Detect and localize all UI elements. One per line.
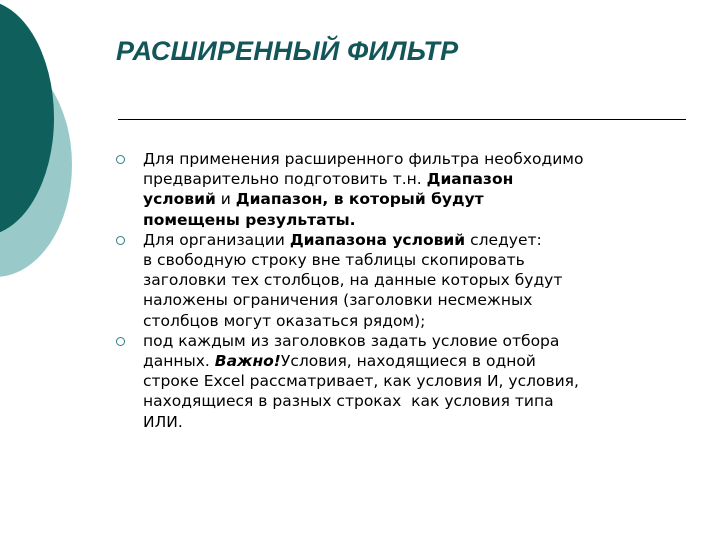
bullet-text xyxy=(143,149,686,230)
text-line xyxy=(143,230,686,250)
text-run: Для организации xyxy=(143,230,290,249)
text-run: Условия, находящиеся в одной xyxy=(280,352,536,371)
text-run: заголовки тех столбцов, на данные которых будут xyxy=(143,271,563,290)
text-line xyxy=(143,351,686,371)
slide-title: РАСШИРЕННЫЙ ФИЛЬТР xyxy=(116,36,459,66)
ring-bullet-icon xyxy=(116,337,125,346)
bold-italic-text-run xyxy=(215,352,281,370)
bold-text-run: помещены результаты. xyxy=(143,210,356,229)
text-run: под каждым из заголовков задать условие отбора xyxy=(143,331,560,350)
text-run: следует: xyxy=(465,230,542,249)
text-line xyxy=(143,149,686,169)
text-line xyxy=(143,371,686,391)
bold-text-run: условий xyxy=(143,190,216,209)
text-run: наложены ограничения (заголовки несмежных xyxy=(143,291,533,310)
bullet-text xyxy=(143,331,686,432)
text-line xyxy=(143,290,686,310)
text-run: и xyxy=(215,190,236,209)
bold-text-run: Диапазон xyxy=(426,170,514,189)
text-run: в свободную строку вне таблицы скопировать xyxy=(143,251,525,270)
bold-text-run: Диапазон, в который будут xyxy=(235,190,484,209)
text-line xyxy=(143,412,686,432)
text-run: находящиеся в разных строках как условия типа xyxy=(143,392,554,411)
bullet-item xyxy=(116,149,686,230)
text-run: предварительно подготовить т.н. xyxy=(143,170,427,189)
ring-bullet-icon xyxy=(116,155,125,164)
text-line xyxy=(143,331,686,351)
text-line xyxy=(143,311,686,331)
text-run: Для применения расширенного фильтра необходимо xyxy=(143,150,584,168)
text-line xyxy=(143,391,686,411)
text-line xyxy=(143,250,686,270)
text-run: столбцов могут оказаться рядом); xyxy=(143,311,426,330)
ring-bullet-icon xyxy=(116,236,125,245)
bullet-list xyxy=(116,149,686,432)
decorative-circles xyxy=(0,0,120,300)
text-run: данных. xyxy=(143,352,215,371)
text-line xyxy=(143,189,686,209)
title-divider xyxy=(118,119,686,120)
text-line xyxy=(143,270,686,290)
bullet-item xyxy=(116,331,686,432)
text-line xyxy=(143,169,686,189)
bullet-text xyxy=(143,230,686,331)
text-run: строке Excel рассматривает, как условия И, условия, xyxy=(143,372,579,391)
bold-text-run: Диапазона условий xyxy=(289,230,466,249)
emphasis-text: Важно! xyxy=(214,352,281,371)
text-run: ИЛИ. xyxy=(143,412,183,431)
text-line xyxy=(143,210,686,230)
bullet-item xyxy=(116,230,686,331)
